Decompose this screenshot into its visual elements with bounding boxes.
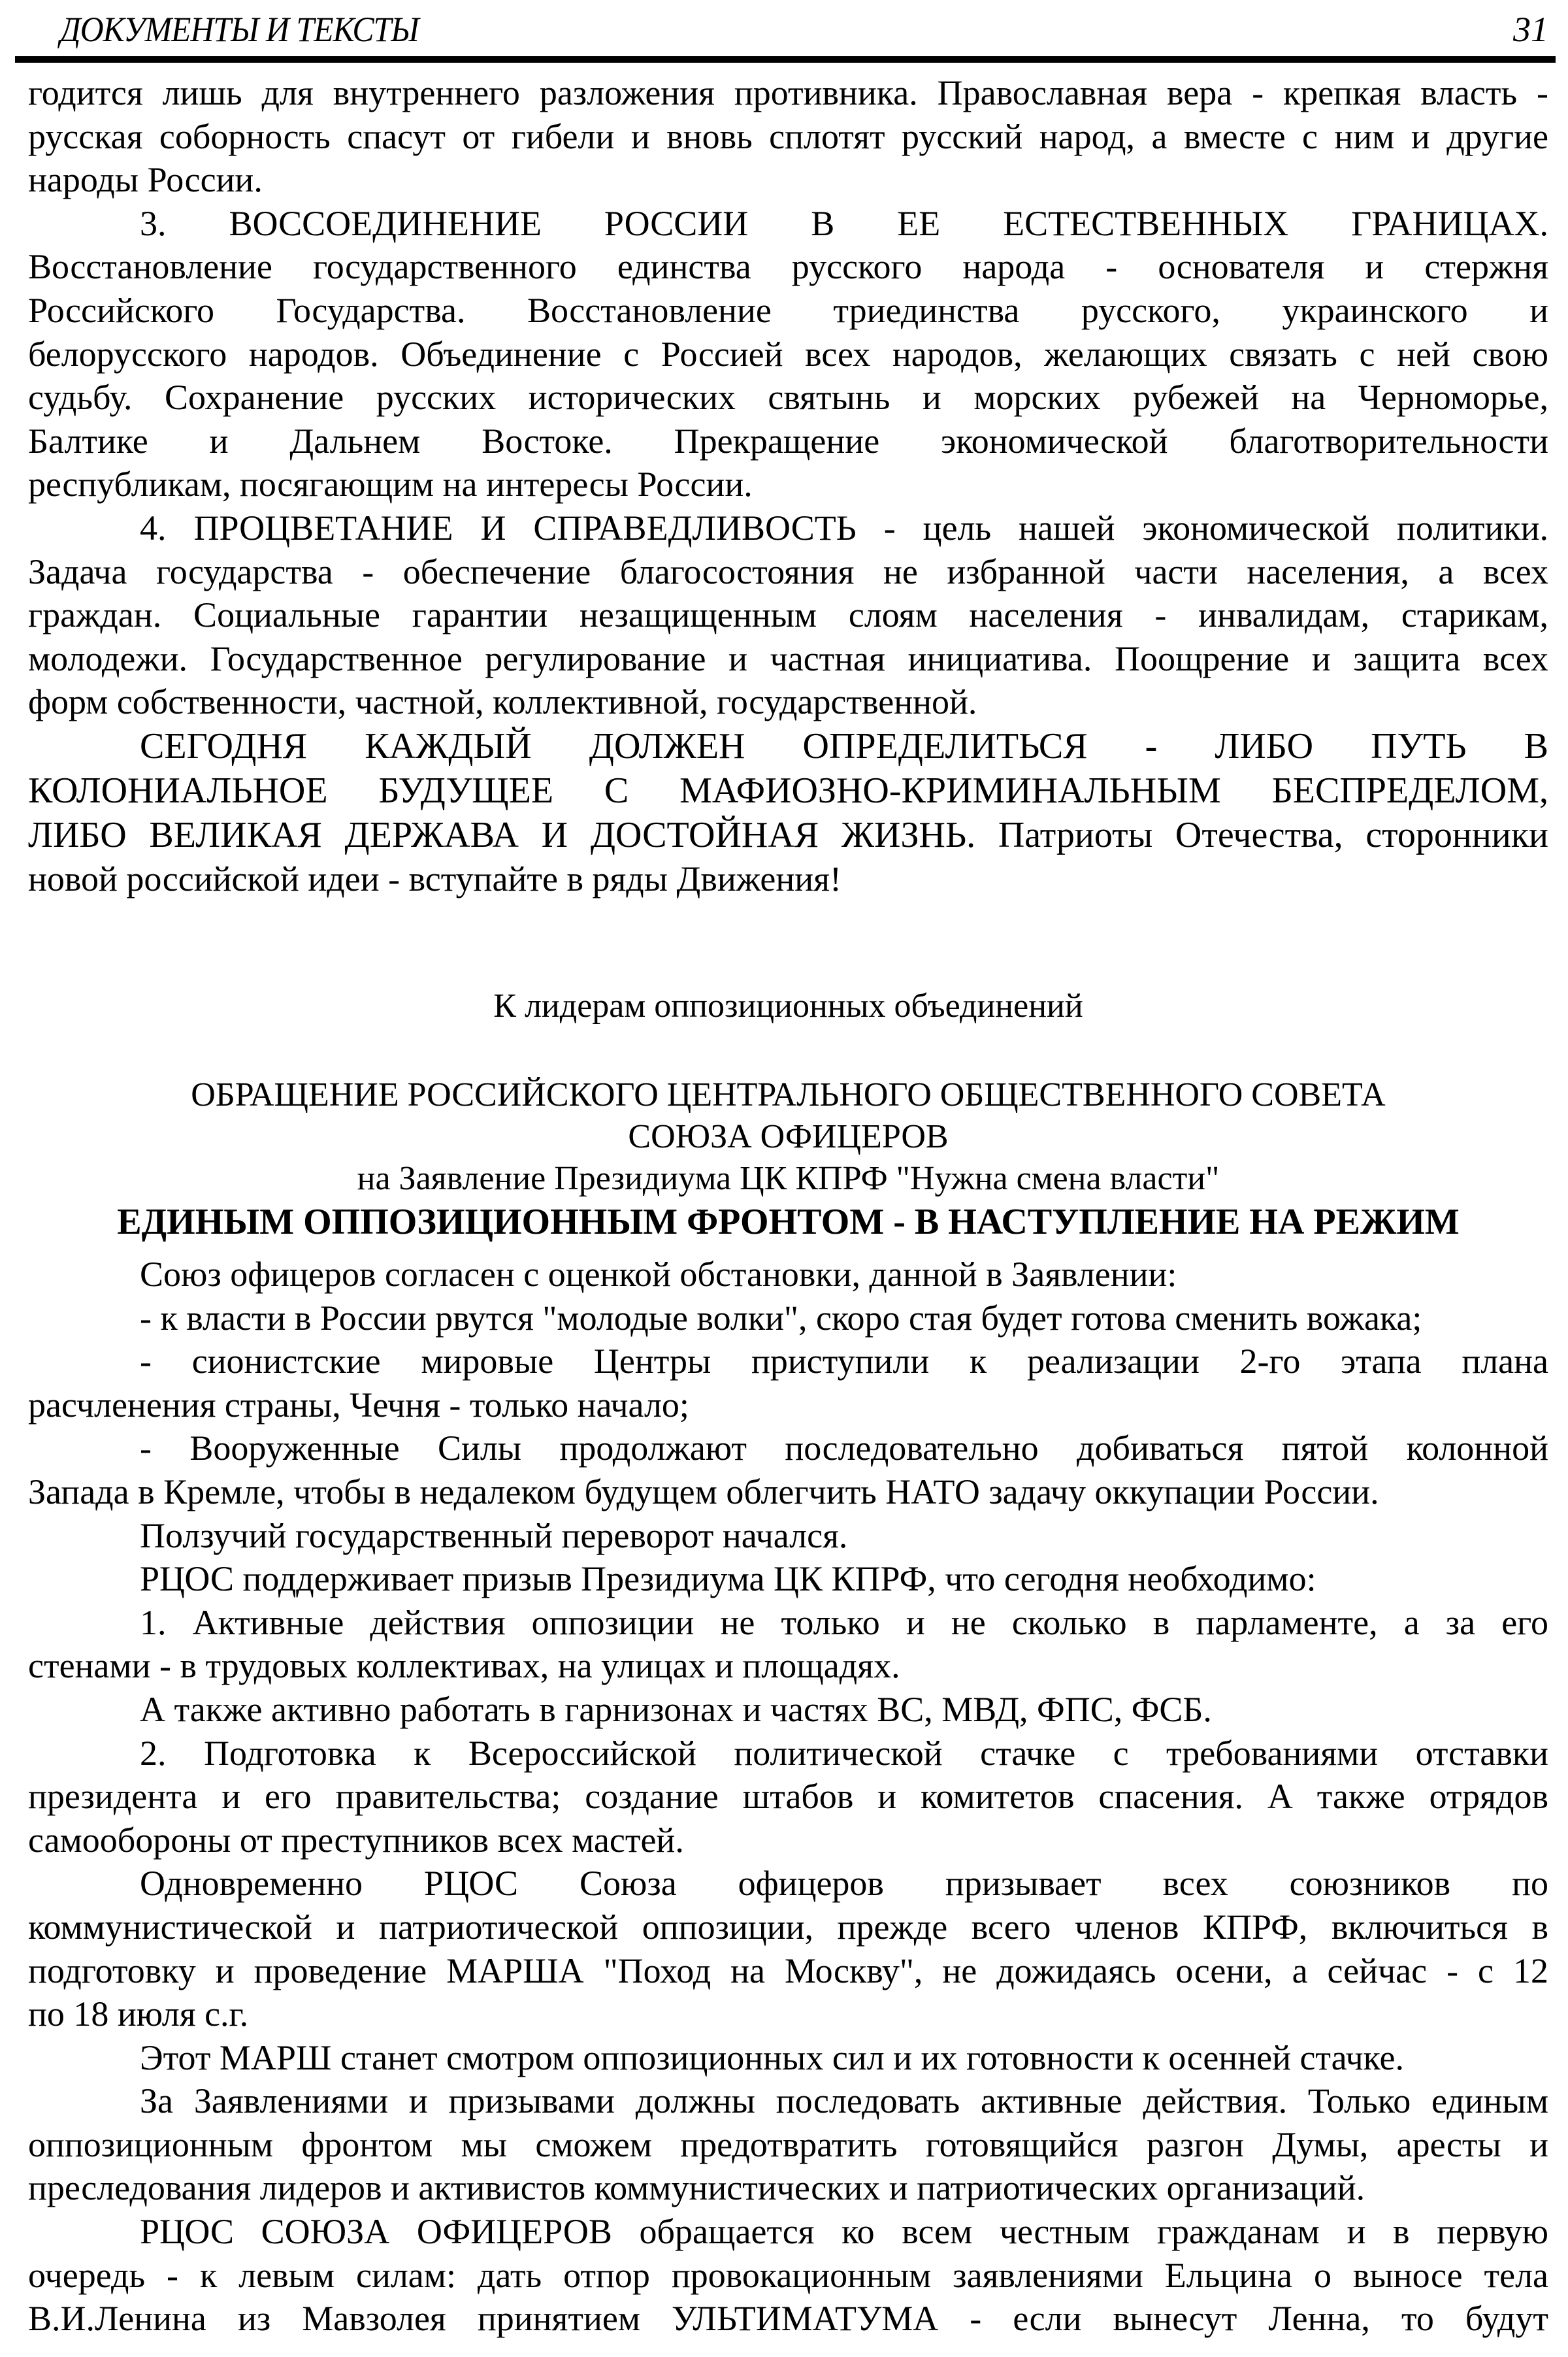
text-line [28,813,1548,857]
paragraph [28,2079,1548,2210]
text-line: - Вооруженные Силы продолжают последовательно добиваться пятой колонной [140,1428,1548,1468]
text-line: расчленения страны, Чечня - только начало; [28,1385,689,1425]
text-line: народы России. [28,160,263,200]
text-line: 2. Подготовка к Всероссийской политической стачке с требованиями отставки [140,1733,1548,1773]
paragraph [28,1426,1548,1513]
paragraph [28,1340,1548,1426]
text-line: 1. Активные действия оппозиции не только и не сколько в парламенте, а за его [140,1602,1548,1642]
text-line: А также активно работать в гарнизонах и частях ВС, МВД, ФПС, ФСБ. [140,1689,1212,1729]
address-slogan: ЕДИНЫМ ОППОЗИЦИОННЫМ ФРОНТОМ - В НАСТУПЛЕНИЕ НА РЕЖИМ [117,1202,1460,1242]
text-line: оппозиционным фронтом мы сможем предотвратить готовящийся разгон Думы, аресты и [28,2124,1548,2164]
text-line: Одновременно РЦОС Союза офицеров призывает всех союзников по [140,1864,1548,1904]
emphasis-caps: ЛИБО ВЕЛИКАЯ ДЕРЖАВА И ДОСТОЙНАЯ ЖИЗНЬ. [28,814,976,855]
text-line: граждан. Социальные гарантии незащищенным слоям населения - инвалидам, старикам, [28,595,1548,635]
text-line: русская соборность спасут от гибели и вновь сплотят русский народ, а вместе с ним и другие [28,116,1548,156]
text-line: самообороны от преступников всех мастей. [28,1820,684,1860]
text-part-1 [28,71,1548,901]
line-text: Патриоты Отечества, сторонники [975,814,1548,855]
paragraph [28,1862,1548,2036]
text-line: новой российской идеи - вступайте в ряды Движения! [28,859,841,898]
text-line: КОЛОНИАЛЬНОЕ БУДУЩЕЕ С МАФИОЗНО-КРИМИНАЛЬНЫМ БЕСПРЕДЕЛОМ, [28,770,1548,811]
text-line: по 18 июля с.г. [28,1994,249,2034]
text-line: республикам, посягающим на интересы России. [28,465,753,504]
paragraph [28,71,1548,202]
paragraph [28,1732,1548,1862]
page-number: 31 [1513,10,1548,49]
address-title-block [28,1074,1548,1244]
header-rule [15,56,1556,63]
text-line: подготовку и проведение МАРША "Поход на Москву", не дожидаясь осени, а сейчас - с 12 [28,1951,1548,1990]
text-line: СЕГОДНЯ КАЖДЫЙ ДОЛЖЕН ОПРЕДЕЛИТЬСЯ - ЛИБО ПУТЬ В [140,725,1548,766]
text-line: В.И.Ленина из Мавзолея принятием УЛЬТИМАТУМА - если вынесут Ленна, то будут [28,2299,1548,2339]
address-subtitle: на Заявление Президиума ЦК КПРФ "Нужна смена власти" [357,1160,1220,1197]
text-line: Восстановление государственного единства русского народа - основателя и стержня [28,247,1548,287]
text-line: белорусского народов. Объединение с Россией всех народов, желающих связать с ней свою [28,334,1548,374]
paragraph [28,1253,1548,1296]
text-line: Ползучий государственный переворот начался. [140,1515,848,1555]
text-line: Задача государства - обеспечение благосостояния не избранной части населения, а всех [28,552,1548,591]
text-line: РЦОС СОЮЗА ОФИЦЕРОВ обращается ко всем честным гражданам и в первую [140,2212,1548,2252]
text-line: 3. ВОССОЕДИНЕНИЕ РОССИИ В ЕЕ ЕСТЕСТВЕННЫХ ГРАНИЦАХ. [140,203,1548,243]
text-line: - к власти в России рвутся "молодые волки", скоро стая будет готова сменить вожака; [140,1298,1422,1338]
text-line: 4. ПРОЦВЕТАНИЕ И СПРАВЕДЛИВОСТЬ - цель нашей экономической политики. [140,508,1548,548]
text-line: преследования лидеров и активистов коммунистических и патриотических организаций. [28,2168,1365,2208]
paragraph [28,1601,1548,1688]
address-lead: К лидерам оппозиционных объединений [493,987,1083,1025]
paragraph [28,2210,1548,2341]
address-title-line-2: СОЮЗА ОФИЦЕРОВ [628,1118,949,1155]
text-line: молодежи. Государственное регулирование и частная инициатива. Поощрение и защита всех [28,638,1548,678]
text-line: стенами - в трудовых коллективах, на улицах и площадях. [28,1646,900,1686]
text-line: - сионистские мировые Центры приступили к реализации 2-го этапа плана [140,1342,1548,1381]
paragraph [28,506,1548,724]
text-line: форм собственности, частной, коллективной, государственной. [28,682,977,722]
text-line: очередь - к левым силам: дать отпор провокационным заявлениями Ельцина о выносе тела [28,2255,1548,2295]
section-title: ДОКУМЕНТЫ И ТЕКСТЫ [60,10,419,49]
text-line: Балтике и Дальнем Востоке. Прекращение экономической благотворительности [28,421,1548,461]
text-line: За Заявлениями и призывами должны последовать активные действия. Только единым [140,2081,1548,2121]
text-line: президента и его правительства; создание штабов и комитетов спасения. А также отрядов [28,1777,1548,1817]
paragraph [28,724,1548,901]
text-line: Этот МАРШ станет смотром оппозиционных сил и их готовности к осенней стачке. [140,2037,1405,2077]
paragraph [28,1688,1548,1732]
text-line: коммунистической и патриотической оппозиции, прежде всего членов КПРФ, включиться в [28,1907,1548,1947]
text-line: Запада в Кремле, чтобы в недалеком будущем облегчить НАТО задачу оккупации России. [28,1472,1379,1511]
text-line: судьбу. Сохранение русских исторических святынь и морских рубежей на Черноморье, [28,378,1548,418]
paragraph [28,1514,1548,1558]
paragraph [28,202,1548,506]
text-line: годится лишь для внутреннего разложения противника. Православная вера - крепкая власть - [28,73,1548,112]
paragraph [28,1296,1548,1340]
paragraph [28,1557,1548,1601]
text-line: РЦОС поддерживает призыв Президиума ЦК КПРФ, что сегодня необходимо: [140,1559,1316,1599]
text-line: Российского Государства. Восстановление триединства русского, украинского и [28,290,1548,330]
address-title-line-1: ОБРАЩЕНИЕ РОССИЙСКОГО ЦЕНТРАЛЬНОГО ОБЩЕСТВЕННОГО СОВЕТА [191,1076,1386,1113]
text-part-2 [28,1253,1548,2341]
paragraph [28,2036,1548,2080]
text-line: Союз офицеров согласен с оценкой обстановки, данной в Заявлении: [140,1255,1177,1294]
